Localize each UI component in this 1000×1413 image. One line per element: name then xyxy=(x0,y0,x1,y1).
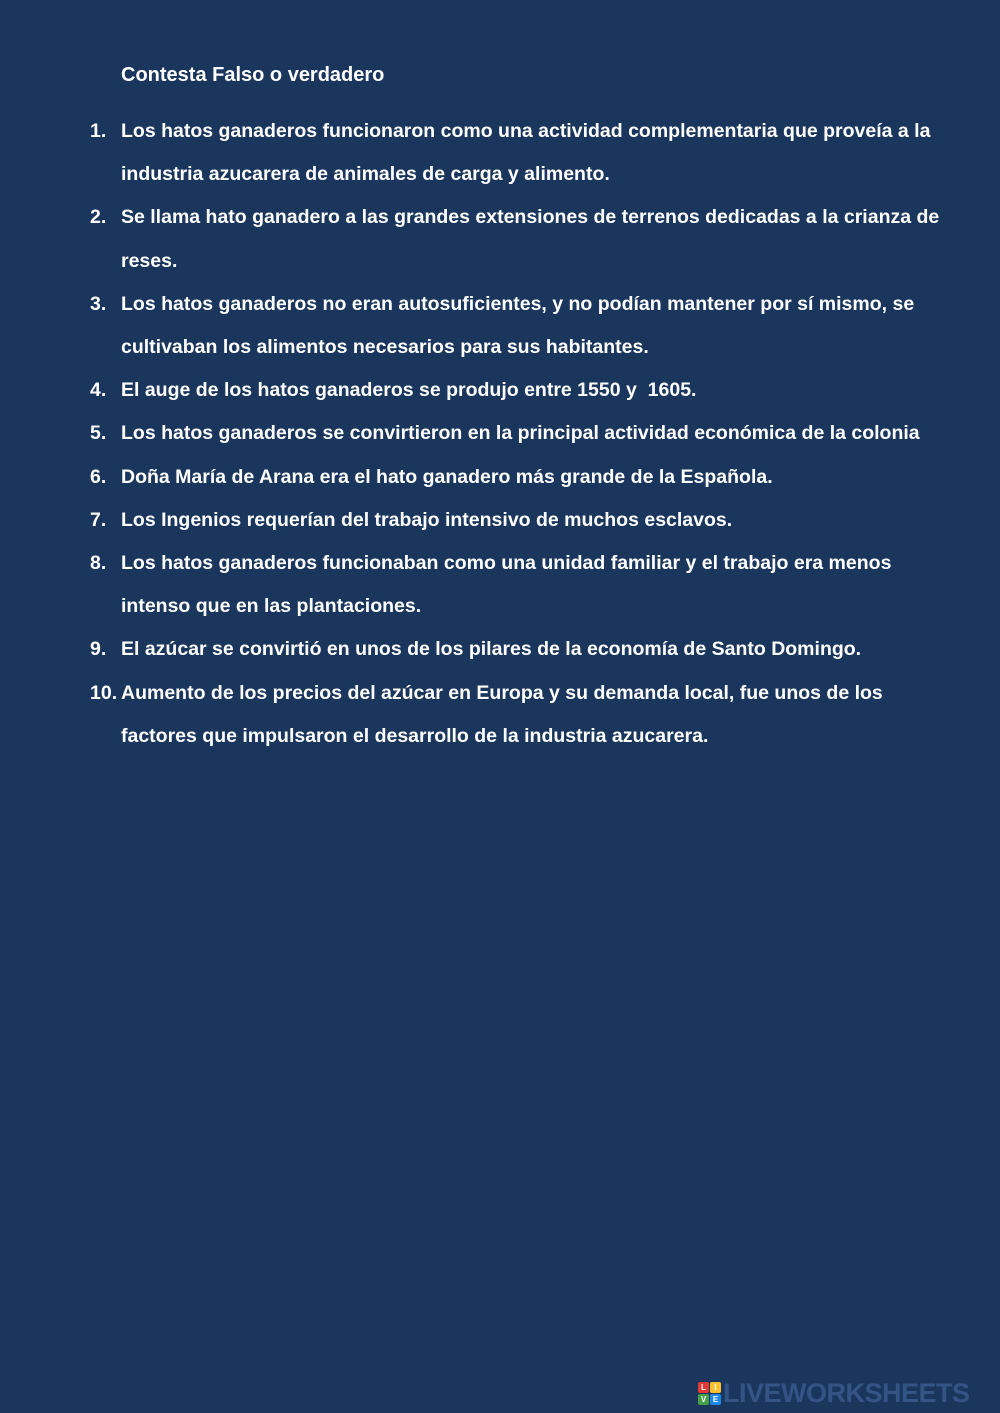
question-number: 8. xyxy=(90,552,107,575)
question-number: 6. xyxy=(90,465,107,488)
watermark-text: LIVEWORKSHEETS xyxy=(723,1378,970,1408)
question-number: 3. xyxy=(90,292,107,315)
question-item xyxy=(90,110,940,196)
question-number: 10. xyxy=(90,681,118,704)
question-item xyxy=(90,369,940,412)
worksheet-heading: Contesta Falso o verdadero xyxy=(121,64,385,86)
question-text: Se llama hato ganadero a las grandes extensiones de terrenos dedicadas a la crianza de reses. xyxy=(121,206,945,272)
question-item xyxy=(90,628,940,671)
question-number: 5. xyxy=(90,422,107,445)
question-item xyxy=(90,283,940,369)
liveworksheets-logo-icon xyxy=(698,1382,721,1405)
question-item xyxy=(90,499,940,542)
logo-letter: I xyxy=(710,1382,721,1393)
question-number: 7. xyxy=(90,508,107,531)
question-text: El azúcar se convirtió en unos de los pilares de la economía de Santo Domingo. xyxy=(121,638,862,661)
question-list xyxy=(90,110,945,758)
liveworksheets-watermark xyxy=(698,1380,970,1406)
logo-letter: E xyxy=(710,1394,721,1405)
question-item xyxy=(90,412,940,455)
question-number: 4. xyxy=(90,379,107,402)
question-text: Los hatos ganaderos se convirtieron en la principal actividad económica de la colonia xyxy=(121,422,920,445)
question-item xyxy=(90,542,940,628)
question-text: Los hatos ganaderos no eran autosuficientes, y no podían mantener por sí mismo, se cultivaban los alimentos necesarios para sus habitantes. xyxy=(121,292,920,359)
question-item xyxy=(90,196,945,282)
question-text: Doña María de Arana era el hato ganadero más grande de la Española. xyxy=(121,465,773,488)
question-item xyxy=(90,672,940,758)
question-text: Los hatos ganaderos funcionaron como una actividad complementaria que proveía a la industria azucarera de animales de carga y alimento. xyxy=(121,120,936,186)
question-text: Los hatos ganaderos funcionaban como una unidad familiar y el trabajo era menos intenso que en las plantaciones. xyxy=(121,552,897,618)
logo-letter: V xyxy=(698,1394,709,1405)
question-number: 2. xyxy=(90,206,107,229)
question-number: 1. xyxy=(90,120,107,142)
question-text: El auge de los hatos ganaderos se produjo entre 1550 y 1605. xyxy=(121,379,697,402)
question-item xyxy=(90,456,940,499)
question-text: Los Ingenios requerían del trabajo intensivo de muchos esclavos. xyxy=(121,508,733,531)
logo-letter: L xyxy=(698,1382,709,1393)
question-text: Aumento de los precios del azúcar en Europa y su demanda local, fue unos de los factores que impulsaron el desarrollo de la industria azucarera. xyxy=(121,681,889,747)
question-number: 9. xyxy=(90,638,107,661)
